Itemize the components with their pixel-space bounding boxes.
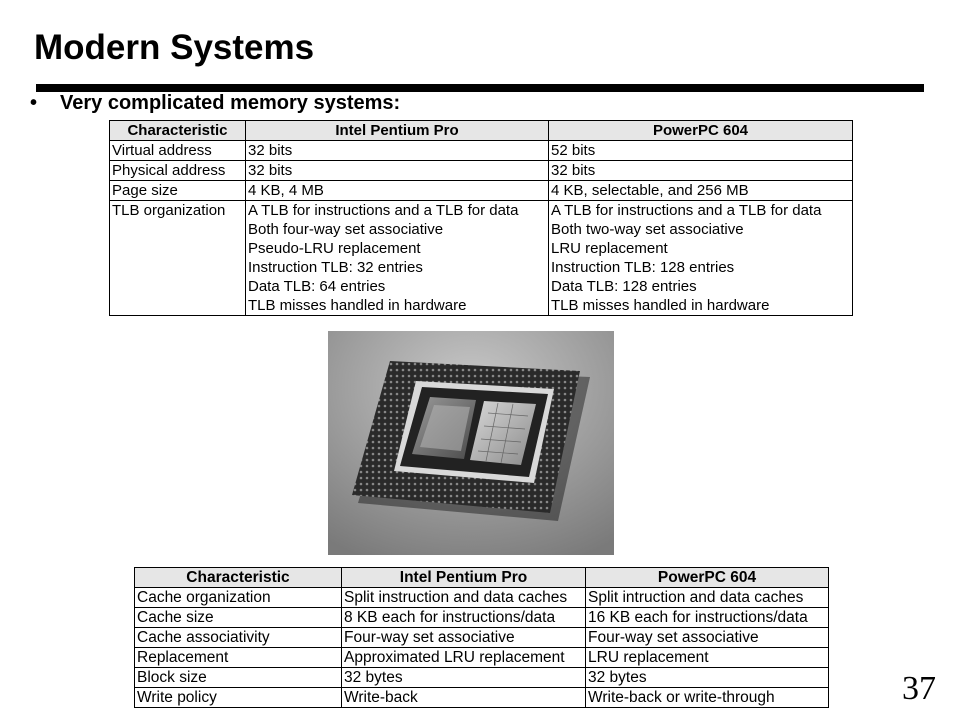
- table-cell: TLB misses handled in hardware: [549, 296, 853, 316]
- table-cell: Write-back: [342, 688, 586, 708]
- title-underline: [36, 84, 924, 92]
- table-cell: Cache size: [135, 608, 342, 628]
- table-cell: Both two-way set associative: [549, 220, 853, 239]
- table-cell: Page size: [110, 181, 246, 201]
- tlb-comparison-table: [109, 120, 853, 316]
- table-cell: Cache organization: [135, 588, 342, 608]
- table-cell: A TLB for instructions and a TLB for data: [549, 201, 853, 221]
- table-cell: LRU replacement: [549, 239, 853, 258]
- table-cell: Write-back or write-through: [586, 688, 829, 708]
- table-cell: Both four-way set associative: [246, 220, 549, 239]
- bullet-item: [30, 92, 400, 115]
- table-cell: 32 bits: [246, 141, 549, 161]
- table-row: [135, 668, 829, 688]
- table-cell: [110, 220, 246, 239]
- table-cell: 4 KB, selectable, and 256 MB: [549, 181, 853, 201]
- table-row: [110, 141, 853, 161]
- table-cell: 32 bits: [246, 161, 549, 181]
- table-cell: 32 bits: [549, 161, 853, 181]
- header-cell: Characteristic: [110, 121, 246, 141]
- table-cell: [110, 296, 246, 316]
- table-cell: TLB organization: [110, 201, 246, 221]
- processor-chip-photo: [328, 331, 614, 555]
- bullet-text: Very complicated memory systems:: [60, 92, 401, 114]
- table-header-row: [135, 568, 829, 588]
- table-row: [110, 296, 853, 316]
- table-cell: 52 bits: [549, 141, 853, 161]
- table-cell: [110, 277, 246, 296]
- table-row: [110, 181, 853, 201]
- table-cell: Instruction TLB: 32 entries: [246, 258, 549, 277]
- table-row: [135, 648, 829, 668]
- table-cell: Pseudo-LRU replacement: [246, 239, 549, 258]
- table-cell: Four-way set associative: [342, 628, 586, 648]
- table-cell: Split intruction and data caches: [586, 588, 829, 608]
- table-row: [110, 220, 853, 239]
- table-cell: Virtual address: [110, 141, 246, 161]
- cache-comparison-table: [134, 567, 829, 708]
- table-row: [135, 588, 829, 608]
- table-cell: Physical address: [110, 161, 246, 181]
- table-row: [110, 161, 853, 181]
- table-cell: A TLB for instructions and a TLB for data: [246, 201, 549, 221]
- table-cell: Replacement: [135, 648, 342, 668]
- table-cell: Four-way set associative: [586, 628, 829, 648]
- table-row: [110, 277, 853, 296]
- header-cell: Intel Pentium Pro: [342, 568, 586, 588]
- table-cell: 32 bytes: [586, 668, 829, 688]
- header-cell: PowerPC 604: [549, 121, 853, 141]
- slide-title: Modern Systems: [34, 28, 315, 67]
- table-cell: Cache associativity: [135, 628, 342, 648]
- table-row: [110, 201, 853, 221]
- bullet-marker: •: [30, 92, 38, 114]
- table-row: [110, 239, 853, 258]
- table-row: [110, 258, 853, 277]
- table-cell: Data TLB: 64 entries: [246, 277, 549, 296]
- table-cell: [110, 258, 246, 277]
- table-cell: [110, 239, 246, 258]
- table-cell: TLB misses handled in hardware: [246, 296, 549, 316]
- table-cell: Write policy: [135, 688, 342, 708]
- table-cell: 32 bytes: [342, 668, 586, 688]
- table-cell: LRU replacement: [586, 648, 829, 668]
- table-row: [135, 688, 829, 708]
- page-number: 37: [902, 670, 936, 707]
- table-cell: 8 KB each for instructions/data: [342, 608, 586, 628]
- table-cell: Data TLB: 128 entries: [549, 277, 853, 296]
- table-cell: 16 KB each for instructions/data: [586, 608, 829, 628]
- table-row: [135, 608, 829, 628]
- table-cell: Instruction TLB: 128 entries: [549, 258, 853, 277]
- header-cell: PowerPC 604: [586, 568, 829, 588]
- header-cell: Intel Pentium Pro: [246, 121, 549, 141]
- processor-chip-image: [328, 331, 614, 555]
- table-header-row: [110, 121, 853, 141]
- table-cell: Block size: [135, 668, 342, 688]
- table-cell: 4 KB, 4 MB: [246, 181, 549, 201]
- header-cell: Characteristic: [135, 568, 342, 588]
- table-cell: Split instruction and data caches: [342, 588, 586, 608]
- table-cell: Approximated LRU replacement: [342, 648, 586, 668]
- table-row: [135, 628, 829, 648]
